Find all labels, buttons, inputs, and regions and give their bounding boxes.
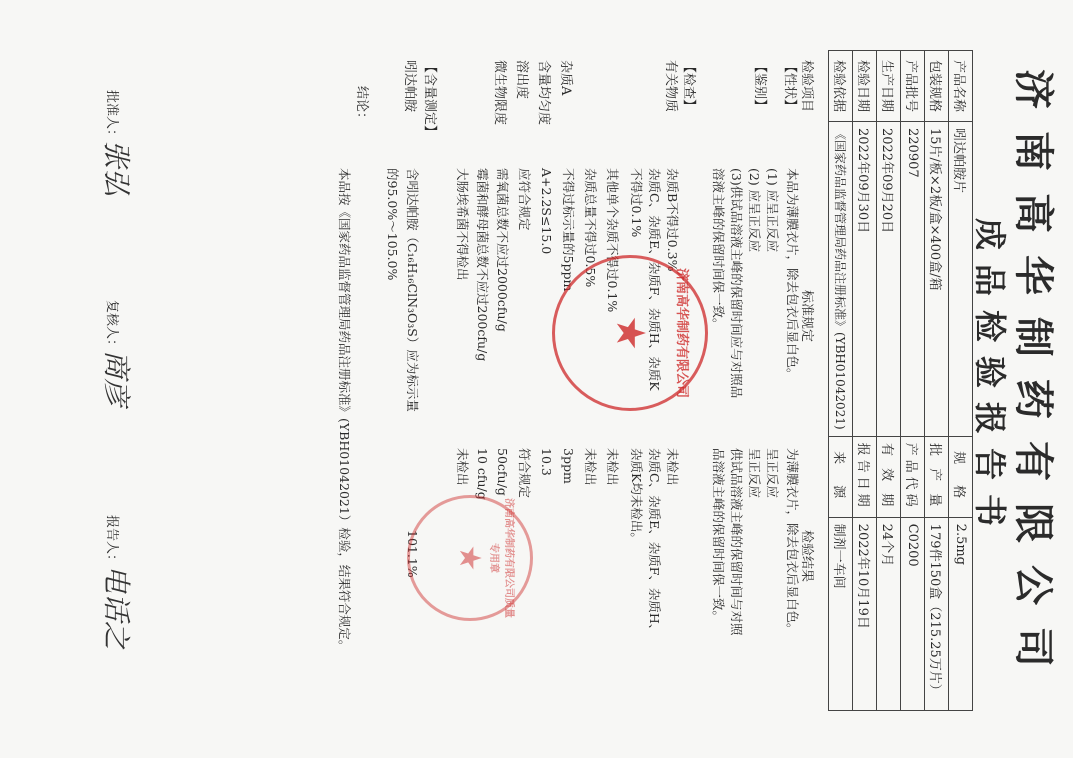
assay-standard-1: 含吲达帕胺（C₁₆H₁₆ClN₃O₃S）应为标示量 (405, 168, 420, 412)
star-icon: ★ (452, 544, 488, 572)
value-batch-qty: 179件150盒（215.25万片） (925, 517, 949, 710)
table-row (877, 51, 901, 711)
yeast-mold-standard: 霉菌和酵母菌总数不应过200cfu/g (475, 168, 490, 362)
impurity-a-label: 杂质A (558, 60, 573, 96)
microbial-limit-label: 微生物限度 (492, 60, 507, 126)
value-production-date: 2022年09月20日 (877, 122, 901, 437)
col-header-item: 检验项目 (799, 60, 814, 113)
label-batch-qty: 批 产 量 (925, 436, 949, 517)
section-appearance: 【性状】 (782, 60, 797, 113)
aerobic-standard: 需氧菌总数不应过2000cfu/g (495, 168, 510, 332)
quality-seal-stamp (407, 495, 533, 621)
value-packaging: 15片/板×2板/盒×400盒/箱 (925, 122, 949, 437)
impurity-a-result: 3ppm (561, 448, 576, 484)
assay-substance: 吲达帕胺 (402, 60, 417, 113)
company-name: 济南高华制药有限公司 (1010, 69, 1057, 689)
col-header-standard: 标准规定 (799, 290, 814, 343)
label-batch-no: 产品批号 (901, 51, 925, 122)
star-icon: ★ (607, 315, 653, 351)
quality-seal-text: 济南高华制药有限公司质量专用章 (488, 498, 514, 618)
conclusion-label: 结论： (354, 86, 369, 126)
assay-result: 101.1% (405, 530, 420, 578)
related-substances-label: 有关物质 (663, 60, 678, 113)
approver-label: 批准人： (104, 90, 119, 143)
identification-result-1: 呈正反应 (765, 448, 780, 499)
section-inspection: 【检查】 (681, 60, 696, 113)
total-impurity-result: 未检出 (583, 448, 598, 486)
label-product-name: 产品名称 (949, 51, 973, 122)
single-impurity-standard: 其他单个杂质不得过0.1% (605, 168, 620, 313)
appearance-result: 为薄膜衣片，除去包衣后显白色。 (785, 448, 800, 636)
impurity-b-result: 未检出 (665, 448, 680, 486)
value-batch-no: 220907 (901, 122, 925, 437)
value-inspection-date: 2022年09月30日 (853, 122, 877, 437)
section-identification: 【鉴别】 (752, 60, 767, 113)
aerobic-result: 50cfu/g (495, 448, 510, 496)
section-assay: 【含量测定】 (422, 60, 437, 139)
impurity-a-standard: 不得过标示量的5ppm (561, 168, 576, 292)
product-info-table (828, 50, 973, 711)
content-uniformity-result: 10.3 (539, 448, 554, 476)
conclusion-text: 本品按《国家药品监督管理局药品注册标准》(YBH01042021）检验，结果符合规定。 (337, 168, 352, 653)
col-header-result: 检验结果 (799, 530, 814, 583)
label-packaging: 包装规格 (925, 51, 949, 122)
label-product-code: 产品代码 (901, 436, 925, 517)
value-expiry: 24个月 (877, 517, 901, 710)
value-product-name: 吲达帕胺片 (949, 122, 973, 437)
dissolution-label: 溶出度 (514, 60, 529, 100)
impurities-k-result: 杂质K均未检出。 (629, 448, 644, 545)
approver-signature: 张弘 (100, 140, 133, 197)
total-impurity-standard: 杂质总量不得过0.5% (583, 168, 598, 288)
value-source: 制剂一车间 (829, 517, 853, 710)
company-seal-text: 济南高华制药有限公司 (674, 267, 689, 398)
impurities-ck-result: 杂质C、杂质E、杂质F、杂质H、 (647, 448, 662, 637)
label-production-date: 生产日期 (877, 51, 901, 122)
label-spec: 规 格 (949, 436, 973, 517)
label-inspection-date: 检验日期 (853, 51, 877, 122)
identification-result-2: 呈正反应 (747, 448, 762, 499)
report-title: 成品检验报告书 (971, 217, 1009, 540)
identification-result-3b: 品溶液主峰的保留时间保一致。 (711, 448, 726, 624)
content-uniformity-label: 含量均匀度 (536, 60, 551, 126)
value-product-code: C0200 (901, 517, 925, 710)
table-row (901, 51, 925, 711)
table-row (829, 51, 853, 711)
impurities-limit-standard: 不得过0.1% (629, 168, 644, 238)
reporter-label: 报告人： (104, 515, 119, 568)
dissolution-standard: 应符合规定 (517, 168, 532, 231)
identification-standard-1: (1) 应呈正反应 (765, 168, 780, 253)
yeast-mold-result: 10 cfu/g (475, 448, 490, 500)
table-row (925, 51, 949, 711)
assay-standard-2: 的95.0%～105.0% (385, 168, 400, 281)
reporter-signature: 电话之 (100, 565, 133, 650)
label-expiry: 有 效 期 (877, 436, 901, 517)
ecoli-standard: 大肠埃希菌不得检出 (455, 168, 470, 281)
impurity-b-standard: 杂质B不得过0.3% (665, 168, 680, 272)
table-row (853, 51, 877, 711)
value-report-date: 2022年10月19日 (853, 517, 877, 710)
label-report-date: 报告日期 (853, 436, 877, 517)
dissolution-result: 符合规定 (517, 448, 532, 499)
identification-standard-2: (2) 应呈正反应 (747, 168, 762, 253)
label-source: 来 源 (829, 436, 853, 517)
company-seal-stamp (552, 255, 708, 411)
impurities-ck-standard: 杂质C、杂质E、杂质F、杂质H、杂质K (647, 168, 662, 391)
value-spec: 2.5mg (949, 517, 973, 710)
content-uniformity-standard: A+2.2S≤15.0 (539, 168, 554, 255)
identification-result-3a: 供试品溶液主峰的保留时间与对照 (729, 448, 744, 636)
reviewer-signature: 商彦 (100, 350, 133, 407)
table-row (949, 51, 973, 711)
identification-standard-3a: (3)供试品溶液主峰的保留时间应与对照品 (729, 168, 744, 399)
value-basis: 《国家药品监督管理局药品注册标准》(YBH01042021) (829, 122, 853, 437)
identification-standard-3b: 溶液主峰的保留时间保一致。 (711, 168, 726, 331)
label-basis: 检验依据 (829, 51, 853, 122)
single-impurity-result: 未检出 (605, 448, 620, 486)
appearance-standard: 本品为薄膜衣片，除去包衣后显白色。 (785, 168, 800, 381)
ecoli-result: 未检出 (455, 448, 470, 486)
reviewer-label: 复核人： (104, 300, 119, 353)
